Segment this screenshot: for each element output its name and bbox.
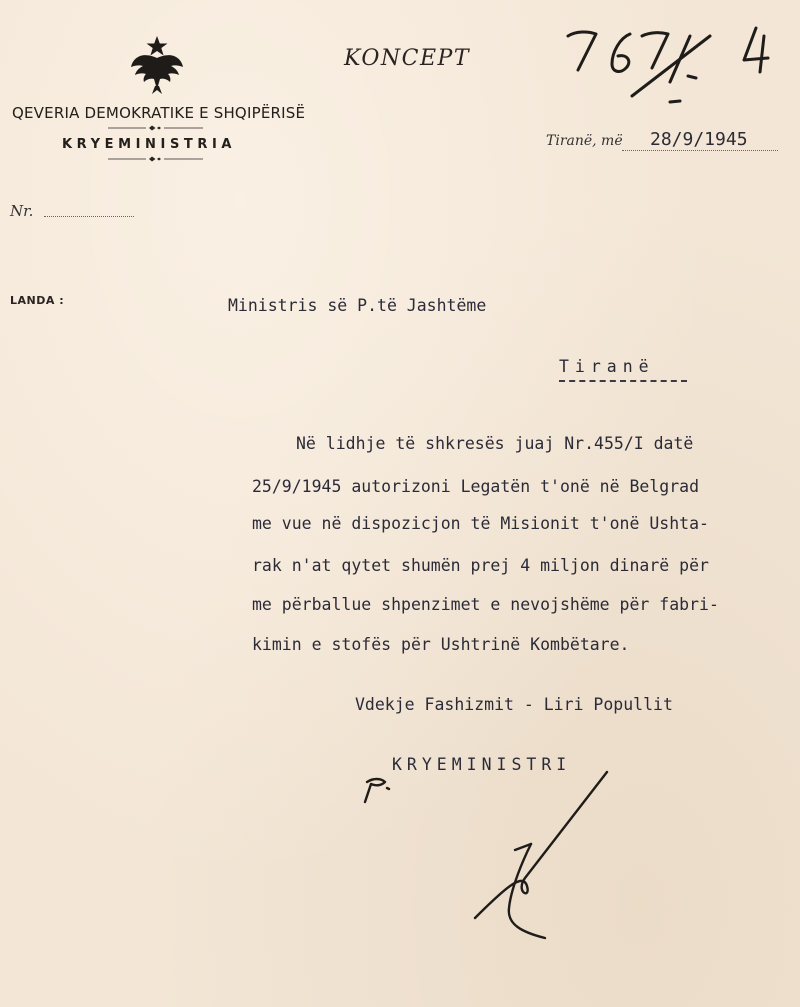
- ornament-divider-bottom: [108, 155, 203, 163]
- body-line-2: 25/9/1945 autorizoni Legatën t'onë në Belgrad: [252, 477, 700, 496]
- document-date: 28/9/1945: [650, 129, 748, 150]
- double-headed-eagle-emblem-icon: [128, 34, 186, 98]
- handwritten-file-number: [560, 22, 790, 112]
- recipient-city: Tiranë: [559, 357, 655, 376]
- body-line-6: kimin e stofës për Ushtrinë Kombëtare.: [252, 635, 630, 654]
- recipient-name: Ministris së P.të Jashtëme: [228, 296, 487, 315]
- number-label: Nr.: [10, 202, 34, 220]
- place-label: Tiranë, më: [546, 133, 623, 149]
- date-underline: [622, 150, 778, 151]
- concept-label: KONCEPT: [344, 46, 470, 71]
- closing-motto: Vdekje Fashizmit - Liri Popullit: [355, 695, 673, 714]
- subject-label: LANDA :: [10, 294, 65, 307]
- body-line-4: rak n'at qytet shumën prej 4 miljon dinarë për: [252, 556, 709, 575]
- ornament-divider-top: [108, 124, 203, 132]
- number-field-line: [44, 216, 134, 217]
- government-title: QEVERIA DEMOKRATIKE E SHQIPËRISË: [12, 104, 306, 122]
- handwritten-signature: [355, 768, 625, 948]
- body-line-5: me përballue shpenzimet e nevojshëme për fabri-: [252, 595, 719, 614]
- body-line-1: Në lidhje të shkresës juaj Nr.455/I datë: [296, 434, 694, 453]
- signer-title: KRYEMINISTRI: [392, 755, 572, 774]
- city-underline: [559, 380, 687, 382]
- office-title: KRYEMINISTRIA: [62, 137, 237, 152]
- body-line-3: me vue në dispozicjon të Misionit t'onë Ushta-: [252, 514, 709, 533]
